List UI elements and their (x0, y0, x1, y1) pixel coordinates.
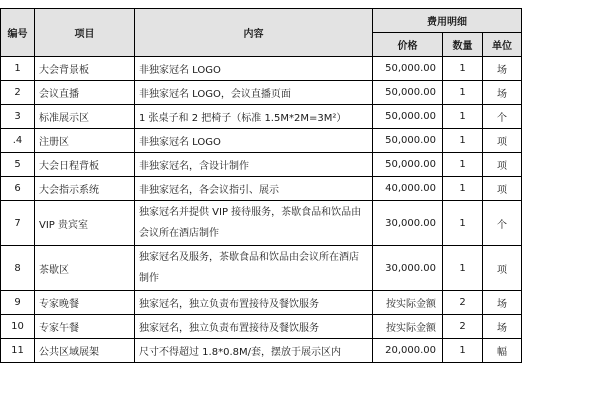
table-row (1, 153, 522, 177)
cell-item: 大会背景板 (35, 57, 135, 81)
cell-item: 标准展示区 (35, 105, 135, 129)
cell-no: 9 (1, 291, 35, 315)
cell-price: 50,000.00 (373, 57, 443, 81)
cell-unit: 场 (483, 315, 522, 339)
cell-unit: 个 (483, 105, 522, 129)
cell-content: 非独家冠名，各会议指引、展示 (135, 177, 373, 201)
header-qty: 数量 (443, 33, 483, 57)
cell-qty: 1 (443, 201, 483, 246)
cell-price: 50,000.00 (373, 81, 443, 105)
cell-price: 按实际金额 (373, 315, 443, 339)
cell-price: 50,000.00 (373, 129, 443, 153)
cell-content: 独家冠名并提供 VIP 接待服务，茶歇食品和饮品由会议所在酒店制作 (135, 201, 373, 246)
cell-qty: 2 (443, 291, 483, 315)
cell-no: .4 (1, 129, 35, 153)
cell-no: 3 (1, 105, 35, 129)
cell-no: 8 (1, 246, 35, 291)
cell-content: 非独家冠名 LOGO (135, 57, 373, 81)
table-row (1, 177, 522, 201)
cell-qty: 1 (443, 339, 483, 363)
header-content: 内容 (135, 9, 373, 57)
cell-no: 2 (1, 81, 35, 105)
cell-item: 专家晚餐 (35, 291, 135, 315)
table-row (1, 315, 522, 339)
cell-content: 非独家冠名 LOGO (135, 129, 373, 153)
header-item: 项目 (35, 9, 135, 57)
cell-qty: 1 (443, 57, 483, 81)
cell-item: 茶歇区 (35, 246, 135, 291)
cell-price: 30,000.00 (373, 246, 443, 291)
cell-qty: 2 (443, 315, 483, 339)
cell-unit: 幅 (483, 339, 522, 363)
cell-qty: 1 (443, 81, 483, 105)
table-row (1, 291, 522, 315)
cell-content: 非独家冠名 LOGO，会议直播页面 (135, 81, 373, 105)
cell-no: 6 (1, 177, 35, 201)
fee-table (0, 8, 522, 363)
cell-price: 20,000.00 (373, 339, 443, 363)
cell-price: 30,000.00 (373, 201, 443, 246)
table-row (1, 201, 522, 246)
table-row (1, 105, 522, 129)
cell-content: 独家冠名，独立负责布置接待及餐饮服务 (135, 291, 373, 315)
table-row (1, 81, 522, 105)
cell-unit: 项 (483, 153, 522, 177)
cell-no: 11 (1, 339, 35, 363)
cell-no: 1 (1, 57, 35, 81)
cell-qty: 1 (443, 177, 483, 201)
cell-content: 非独家冠名，含设计制作 (135, 153, 373, 177)
cell-unit: 项 (483, 246, 522, 291)
table-row (1, 339, 522, 363)
cell-qty: 1 (443, 129, 483, 153)
cell-no: 7 (1, 201, 35, 246)
cell-unit: 项 (483, 129, 522, 153)
cell-unit: 场 (483, 57, 522, 81)
cell-item: 专家午餐 (35, 315, 135, 339)
cell-no: 10 (1, 315, 35, 339)
cell-content: 尺寸不得超过 1.8*0.8M/套，摆放于展示区内 (135, 339, 373, 363)
table-row (1, 129, 522, 153)
cell-price: 40,000.00 (373, 177, 443, 201)
header-price: 价格 (373, 33, 443, 57)
cell-qty: 1 (443, 105, 483, 129)
cell-item: 注册区 (35, 129, 135, 153)
cell-price: 50,000.00 (373, 105, 443, 129)
cell-item: 公共区域展架 (35, 339, 135, 363)
cell-item: 大会指示系统 (35, 177, 135, 201)
cell-price: 50,000.00 (373, 153, 443, 177)
cell-unit: 项 (483, 177, 522, 201)
cell-qty: 1 (443, 246, 483, 291)
cell-qty: 1 (443, 153, 483, 177)
header-unit: 单位 (483, 33, 522, 57)
cell-item: 大会日程背板 (35, 153, 135, 177)
cell-unit: 场 (483, 81, 522, 105)
cell-unit: 个 (483, 201, 522, 246)
cell-no: 5 (1, 153, 35, 177)
table-row (1, 246, 522, 291)
header-no: 编号 (1, 9, 35, 57)
cell-item: 会议直播 (35, 81, 135, 105)
cell-content: 独家冠名及服务，茶歇食品和饮品由会议所在酒店制作 (135, 246, 373, 291)
header-fee-detail: 费用明细 (373, 9, 522, 33)
table-row (1, 57, 522, 81)
cell-unit: 场 (483, 291, 522, 315)
cell-content: 1 张桌子和 2 把椅子（标准 1.5M*2M=3M²） (135, 105, 373, 129)
cell-item: VIP 贵宾室 (35, 201, 135, 246)
cell-content: 独家冠名，独立负责布置接待及餐饮服务 (135, 315, 373, 339)
cell-price: 按实际金额 (373, 291, 443, 315)
